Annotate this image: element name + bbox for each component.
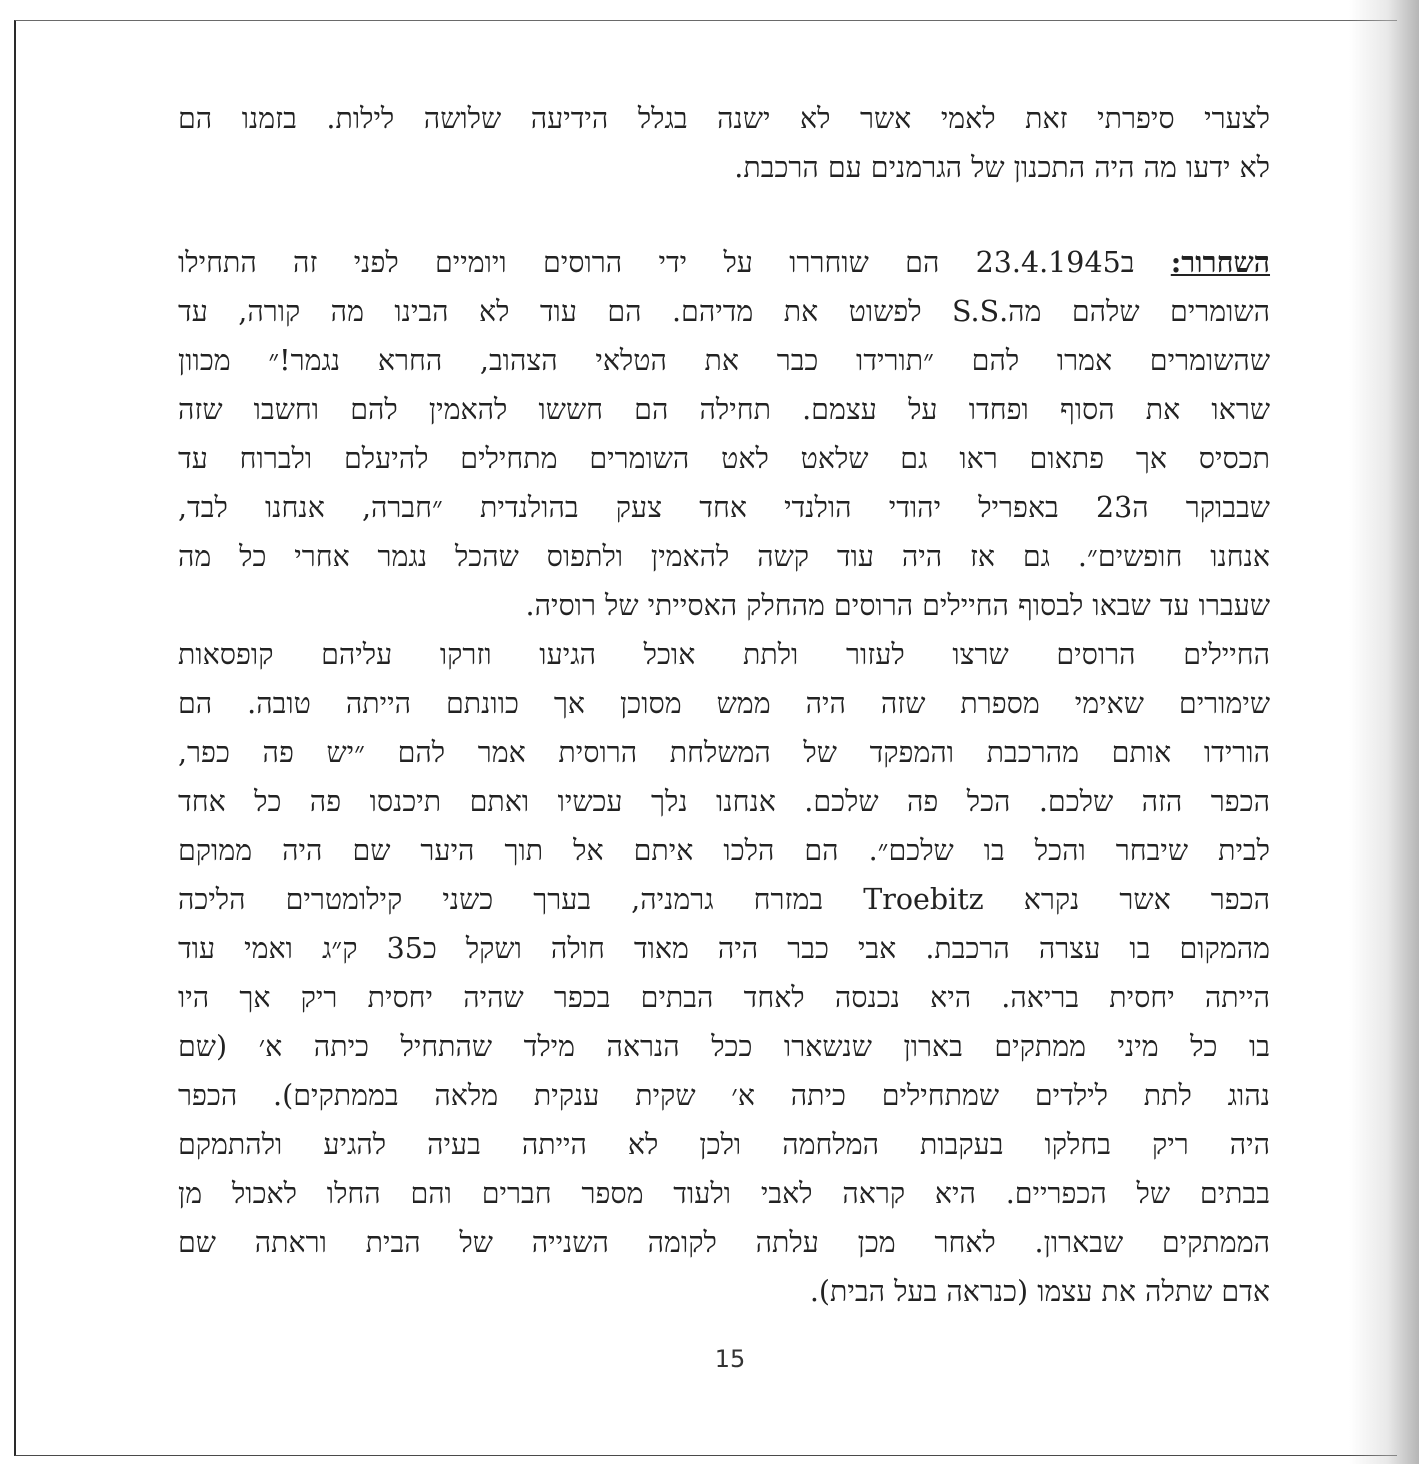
text-line: שבבוקר ה23 באפריל יהודי הולנדי אחד צעק בהולנדית ״חברה, אנחנו לבד, xyxy=(178,491,1270,524)
text-line: נהוג לתת לילדים שמתחילים כיתה א׳ שקית ענקית מלאה בממתקים). הכפר xyxy=(178,1079,1270,1112)
text-line: תכסיס אך פתאום ראו גם שלאט לאט השומרים מתחילים להיעלם ולברוח עד xyxy=(178,442,1270,475)
text-line: הממתקים שבארון. לאחר מכן עלתה לקומה השנייה של הבית וראתה שם xyxy=(178,1226,1270,1259)
page-number: 15 xyxy=(714,1345,746,1373)
text-line: לבית שיבחר והכל בו שלכם״. הם הלכו איתם אל תוך היער שם היה ממוקם xyxy=(178,834,1270,867)
text-line: לצערי סיפרתי זאת לאמי אשר לא ישנה בגלל הידיעה שלושה לילות. בזמנו הם xyxy=(178,102,1270,135)
page-spine-shadow xyxy=(1349,0,1419,1464)
text-line: לא ידעו מה היה התכנון של הגרמנים עם הרכבת. xyxy=(734,151,1270,184)
paragraph-gap xyxy=(178,192,1270,238)
text-line: השומרים שלהם מה.S.S לפשוט את מדיהם. הם עוד לא הבינו מה קורה, עד xyxy=(178,295,1271,328)
section-heading: השחרור: xyxy=(1170,245,1271,279)
text-line: שעברו עד שבאו לבסוף החיילים הרוסים מהחלק האסייתי של רוסיה. xyxy=(525,589,1270,622)
text-line: הכפר הזה שלכם. הכל פה שלכם. אנחנו נלך עכשיו ואתם תיכנסו פה כל אחד xyxy=(178,785,1270,818)
text-line: בו כל מיני ממתקים בארון שנשארו ככל הנראה מילד שהתחיל כיתה א׳ (שם xyxy=(178,1030,1270,1063)
text-line: שהשומרים אמרו להם ״תורידו כבר את הטלאי הצהוב, החרא נגמר!״ מכוון xyxy=(178,344,1270,377)
text-line: מהמקום בו עצרה הרכבת. אבי כבר היה מאוד חולה ושקל כ35 ק״ג ואמי עוד xyxy=(178,932,1270,965)
text-line: שראו את הסוף ופחדו על עצמם. תחילה הם חששו להאמין להם וחשבו שזה xyxy=(178,393,1270,426)
text-line: הכפר אשר נקרא Troebitz במזרח גרמניה, בערך כשני קילומטרים הליכה xyxy=(178,883,1270,916)
text-line: היה ריק בחלקו בעקבות המלחמה ולכן לא הייתה בעיה להגיע ולהתמקם xyxy=(178,1128,1270,1161)
text-line: הורידו אותם מהרכבת והמפקד של המשלחת הרוסית אמר להם ״יש פה כפר, xyxy=(178,736,1270,769)
text-line xyxy=(178,238,1270,287)
heading-line-rest: ב23.4.1945 הם שוחררו על ידי הרוסים ויומיים לפני זה התחילו xyxy=(178,246,1171,279)
text-line: שימורים שאימי מספרת שזה היה ממש מסוכן אך כוונתם הייתה טובה. הם xyxy=(178,687,1270,720)
text-line: אדם שתלה את עצמו (כנראה בעל הבית). xyxy=(809,1275,1270,1308)
text-line: הייתה יחסית בריאה. היא נכנסה לאחד הבתים בכפר שהיה יחסית ריק אך היו xyxy=(178,981,1270,1014)
text-line: בבתים של הכפריים. היא קראה לאבי ולעוד מספר חברים והם החלו לאכול מן xyxy=(178,1177,1270,1210)
text-line: החיילים הרוסים שרצו לעזור ולתת אוכל הגיעו וזרקו עליהם קופסאות xyxy=(178,638,1270,671)
body-text xyxy=(178,94,1270,1316)
text-line: אנחנו חופשים״. גם אז היה עוד קשה להאמין ולתפוס שהכל נגמר אחרי כל מה xyxy=(178,540,1270,573)
